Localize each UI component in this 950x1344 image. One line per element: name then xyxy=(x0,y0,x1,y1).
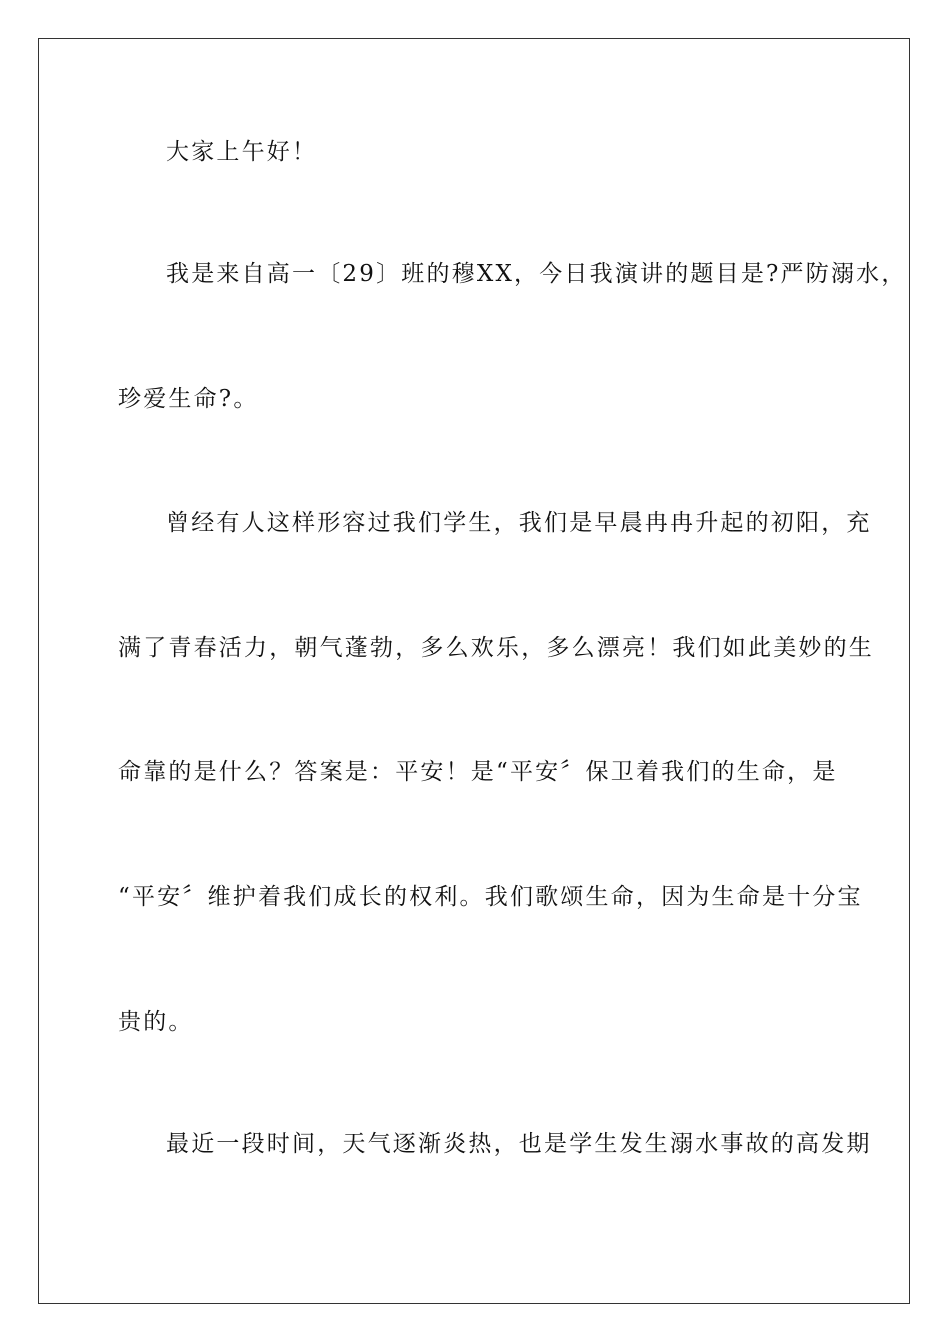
paragraph-line: “平安〞维护着我们成长的权利。我们歌颂生命，因为生命是十分宝 xyxy=(118,884,863,910)
paragraph-line: 满了青春活力，朝气蓬勃，多么欢乐，多么漂亮！我们如此美妙的生 xyxy=(118,635,874,661)
paragraph-line: 珍爱生命?。 xyxy=(118,386,259,412)
paragraph-line: 我是来自高一〔29〕班的穆XX，今日我演讲的题目是?严防溺水， xyxy=(166,261,907,287)
paragraph-line: 曾经有人这样形容过我们学生，我们是早晨冉冉升起的初阳，充 xyxy=(166,510,872,536)
paragraph-line: 命靠的是什么？答案是：平安！是“平安〞保卫着我们的生命，是 xyxy=(118,759,838,785)
paragraph-line: 贵的。 xyxy=(118,1009,194,1035)
page-border xyxy=(38,38,910,1304)
paragraph-line: 最近一段时间，天气逐渐炎热，也是学生发生溺水事故的高发期 xyxy=(166,1131,872,1157)
greeting-line: 大家上午好！ xyxy=(166,139,318,165)
